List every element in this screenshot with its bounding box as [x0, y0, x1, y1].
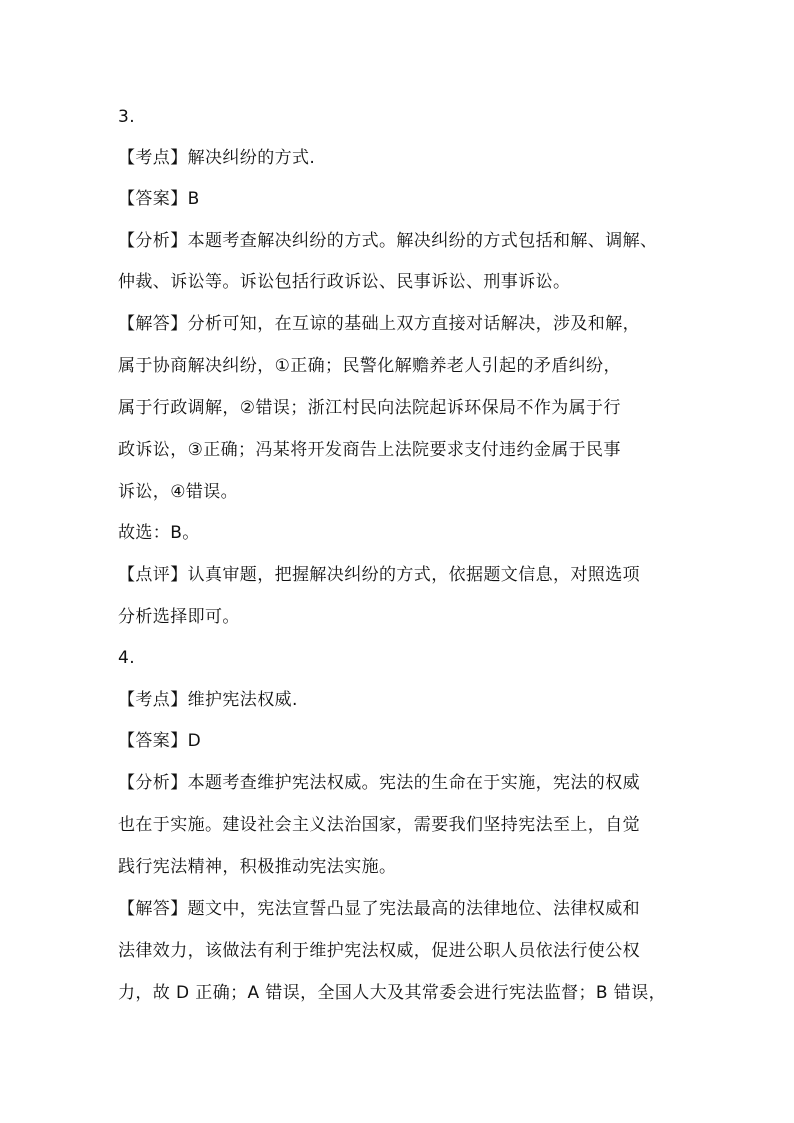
solution-4-line-2: 法律效力，该做法有利于维护宪法权威，促进公职人员依法行使公权 — [118, 941, 640, 961]
kaodian-4: 【考点】维护宪法权威. — [118, 690, 298, 710]
analysis-3-line-2: 仲裁、诉讼等。诉讼包括行政诉讼、民事诉讼、刑事诉讼。 — [118, 272, 571, 292]
answer-4: 【答案】D — [118, 731, 202, 751]
answer-3: 【答案】B — [118, 189, 200, 209]
question-number-3: 3. — [118, 107, 136, 127]
solution-3-line-2: 属于协商解决纠纷，①正确；民警化解赡养老人引起的矛盾纠纷， — [118, 356, 621, 376]
solution-3-line-4: 政诉讼，③正确；冯某将开发商告上法院要求支付违约金属于民事 — [118, 440, 621, 460]
comment-3-line-2: 分析选择即可。 — [118, 607, 240, 627]
choice-3: 故选：B。 — [118, 523, 200, 543]
solution-4-line-3: 力，故 D 正确；A 错误，全国人大及其常委会进行宪法监督；B 错误， — [118, 983, 666, 1003]
analysis-4-line-2: 也在于实施。建设社会主义法治国家，需要我们坚持宪法至上，自觉 — [118, 815, 640, 835]
question-number-4: 4. — [118, 648, 136, 668]
solution-3-line-1: 【解答】分析可知，在互谅的基础上双方直接对话解决，涉及和解， — [118, 314, 640, 334]
comment-3-line-1: 【点评】认真审题，把握解决纠纷的方式，依据题文信息，对照选项 — [118, 565, 640, 585]
solution-3-line-3: 属于行政调解，②错误；浙江村民向法院起诉环保局不作为属于行 — [118, 398, 621, 418]
kaodian-3: 【考点】解决纠纷的方式. — [118, 148, 316, 168]
analysis-3-line-1: 【分析】本题考查解决纠纷的方式。解决纠纷的方式包括和解、调解、 — [118, 231, 658, 251]
solution-4-line-1: 【解答】题文中，宪法宣誓凸显了宪法最高的法律地位、法律权威和 — [118, 899, 640, 919]
solution-3-line-5: 诉讼，④错误。 — [118, 482, 239, 502]
analysis-4-line-1: 【分析】本题考查维护宪法权威。宪法的生命在于实施，宪法的权威 — [118, 773, 640, 793]
analysis-4-line-3: 践行宪法精神，积极推动宪法实施。 — [118, 857, 397, 877]
